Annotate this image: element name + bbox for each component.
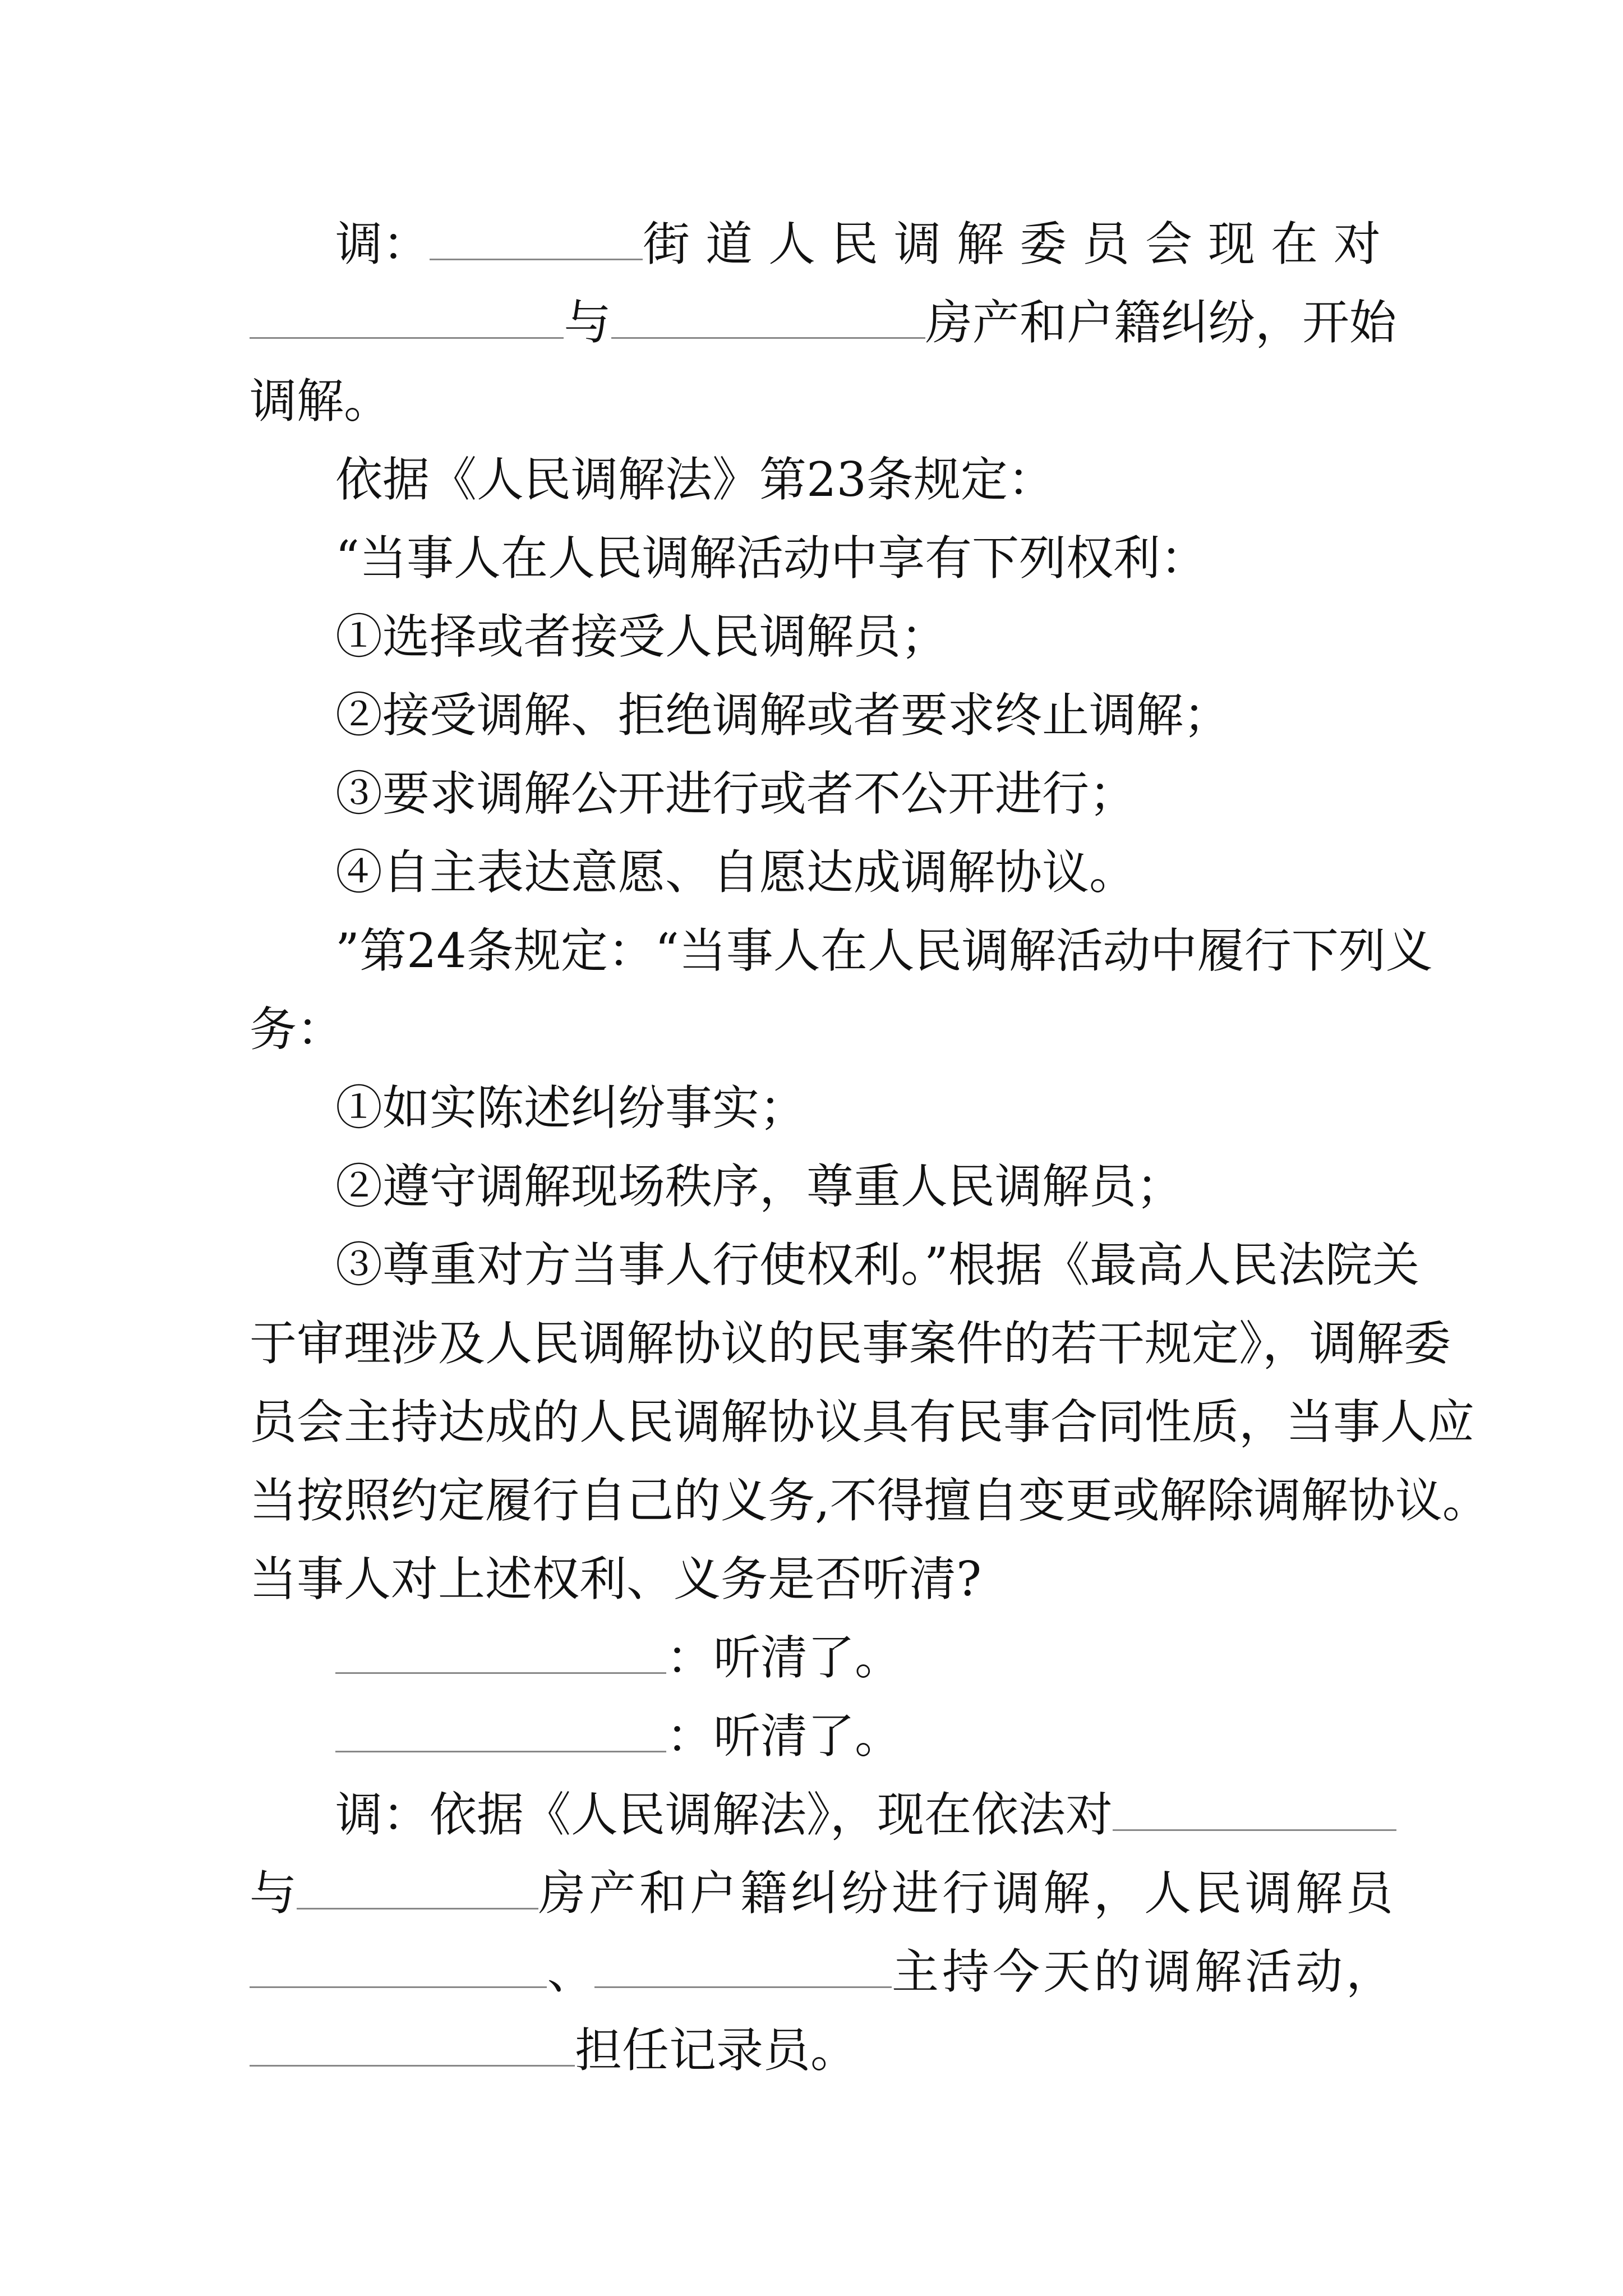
closing-and-text: 与 — [250, 1866, 297, 1921]
dispute-text: 房产和户籍纠纷，开始 — [925, 295, 1396, 350]
street-name-blank[interactable] — [430, 214, 643, 260]
duties-item: ①如实陈述纠纷事实； — [335, 1080, 807, 1135]
basis-text: 依据《人民调解法》第23条规定： — [335, 452, 1055, 507]
answer-text: ：听清了。 — [666, 1630, 902, 1685]
paragraph-line: 当按照约定履行自己的义务,不得擅自变更或解除调解协议。 — [250, 1473, 1490, 1528]
closing-line-1 — [335, 1781, 1396, 1848]
closing-party-b-blank[interactable] — [297, 1863, 538, 1910]
opening-line-2 — [250, 289, 1396, 356]
closing-dispute-text: 房产和户籍纠纷进行调解，人民调解员 — [538, 1866, 1396, 1921]
opening-line-3: 调解。 — [250, 374, 391, 429]
rights-item: ③要求调解公开进行或者不公开进行； — [335, 766, 1137, 821]
closing-party-a-blank[interactable] — [1113, 1784, 1396, 1831]
closing-line-2 — [250, 1860, 1396, 1927]
recorder-blank[interactable] — [250, 2020, 575, 2067]
party-a-blank[interactable] — [250, 292, 564, 339]
answer-party-b-blank[interactable] — [335, 1706, 666, 1752]
rights-intro: “当事人在人民调解活动中享有下列权利： — [335, 531, 1207, 586]
answer-party-a-blank[interactable] — [335, 1627, 666, 1674]
mediator-1-blank[interactable] — [250, 1941, 547, 1988]
rights-item: ①选择或者接受人民调解员； — [335, 609, 948, 664]
paragraph-line: 员会主持达成的人民调解协议具有民事合同性质，当事人应 — [250, 1395, 1475, 1450]
opening-line-1 — [335, 210, 1396, 278]
duties-intro-line-1: ”第24条规定：“当事人在人民调解活动中履行下列义 — [335, 923, 1433, 978]
closing-line-4 — [250, 2017, 1396, 2084]
street-committee-text: 街道人民调解委员会现在对 — [642, 217, 1396, 272]
closing-host-text: 主持今天的调解活动， — [891, 1944, 1396, 1999]
mediator-separator: 、 — [547, 1944, 594, 1999]
closing-text: 调：依据《人民调解法》，现在依法对 — [335, 1787, 1113, 1842]
paragraph-line: 于审理涉及人民调解协议的民事案件的若干规定》，调解委 — [250, 1316, 1451, 1371]
recorder-text: 担任记录员。 — [575, 2023, 858, 2078]
rights-item: ④自主表达意愿、自愿达成调解协议。 — [335, 845, 1137, 900]
answer-line-2 — [335, 1703, 1396, 1770]
rights-item: ②接受调解、拒绝调解或者要求终止调解； — [335, 688, 1231, 743]
party-b-blank[interactable] — [611, 292, 925, 339]
answer-text: ：听清了。 — [666, 1709, 902, 1764]
mediator-2-blank[interactable] — [594, 1941, 892, 1988]
duties-intro-line-2: 务： — [250, 1002, 344, 1057]
duties-item: ③尊重对方当事人行使权利。”根据《最高人民法院关 — [335, 1237, 1419, 1292]
duties-item: ②遵守调解现场秩序，尊重人民调解员； — [335, 1159, 1184, 1214]
speaker-label: 调： — [335, 217, 430, 272]
paragraph-line: 当事人对上述权利、义务是否听清? — [250, 1552, 982, 1607]
answer-line-1 — [335, 1624, 1396, 1691]
and-text: 与 — [564, 295, 611, 350]
closing-line-3 — [250, 1938, 1396, 2005]
